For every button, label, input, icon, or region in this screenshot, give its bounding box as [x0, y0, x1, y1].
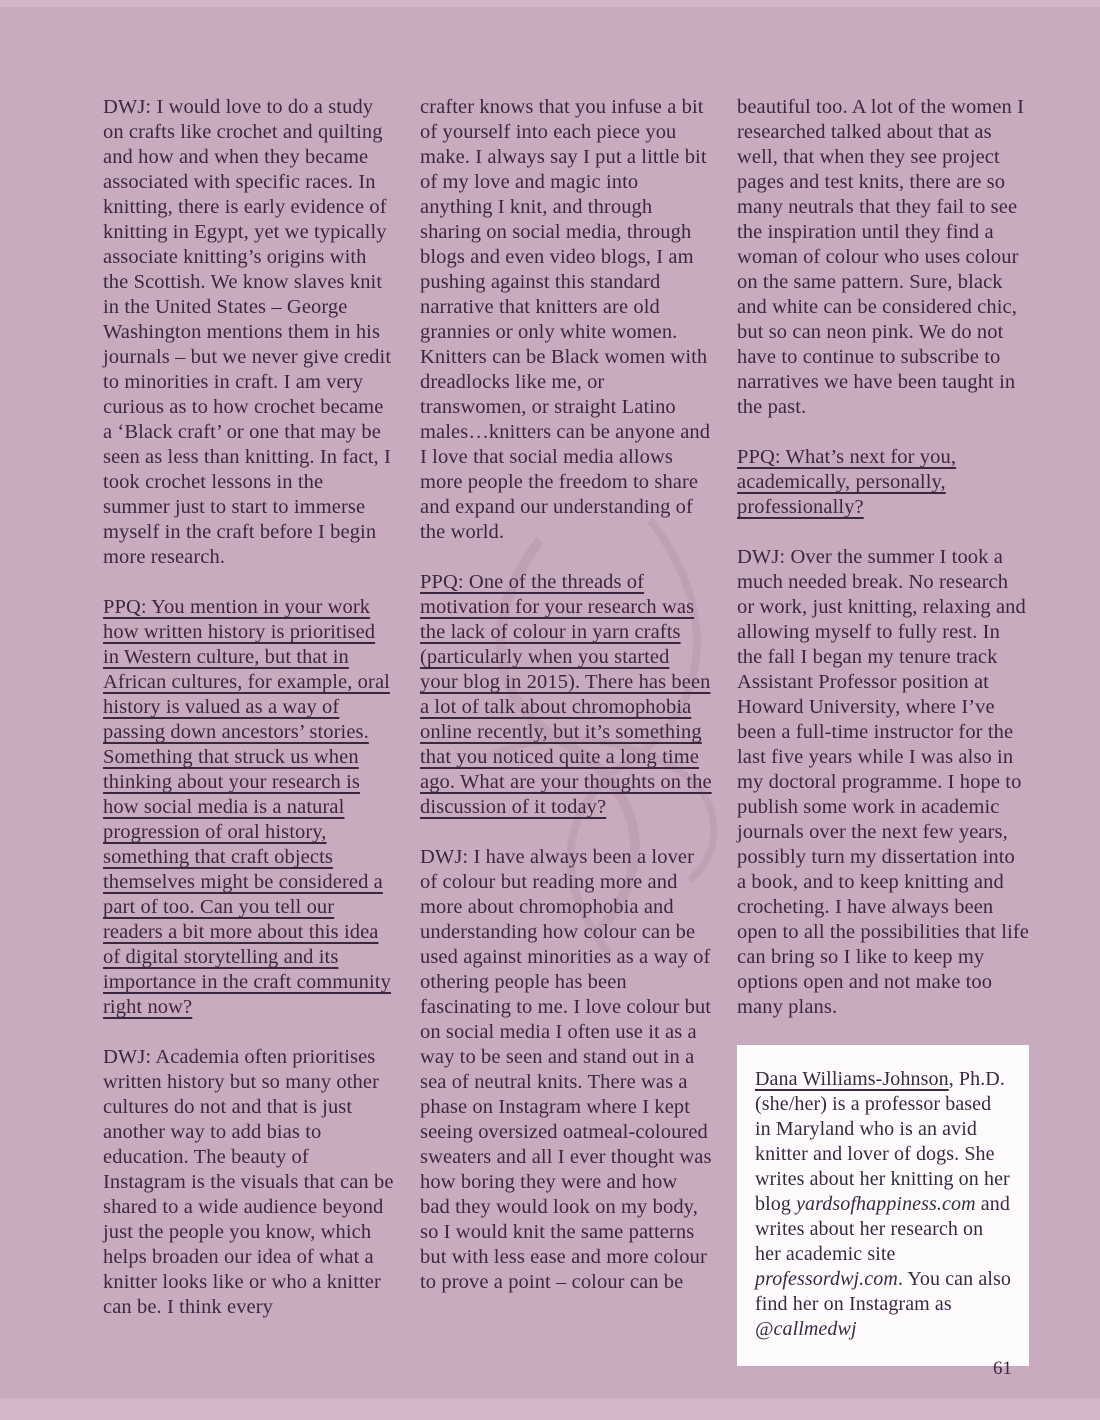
bio-segment-normal: and writes about her research on her academic site — [755, 1193, 1010, 1265]
interview-answer: DWJ: I have always been a lover of colour but reading more and more about chromophobia and understanding how colour can be used against minorities as a way of othering people has been fascinating to me. I love colour but on social media I often use it as a way to be seen and stand out in a sea of neutral knits. There was a phase on Instagram where I kept seeing oversized oatmeal-coloured sweaters and all I ever thought was how boring they were and how bad they would look on my body, so I would knit the same patterns but with less ease and more colour to prove a point – colour can be — [420, 846, 712, 1293]
article-columns — [103, 95, 1029, 1366]
bio-segment-italic: yardsofhappiness.com — [796, 1193, 976, 1215]
text-column-1 — [103, 95, 395, 1366]
author-bio-box — [737, 1045, 1029, 1366]
interview-question: PPQ: One of the threads of motivation for your research was the lack of colour in yarn crafts (particularly when you started your blog in 2015). There has been a lot of talk about chromophobia online recently, but it’s something that you noticed quite a long time ago. What are your thoughts on the discussion of it today? — [420, 571, 712, 818]
interview-question: PPQ: What’s next for you, academically, personally, professionally? — [737, 446, 957, 518]
bio-segment-italic: @callmedwj — [755, 1318, 857, 1340]
text-column-3 — [737, 95, 1029, 1366]
interview-answer: DWJ: Academia often prioritises written history but so many other cultures do not and that is just another way to add bias to education. The beauty of Instagram is the visuals that can be shared to a wide audience beyond just the people you know, which helps broaden our idea of what a knitter looks like or who a knitter can be. I think every — [103, 1046, 394, 1318]
interview-answer: DWJ: I would love to do a study on crafts like crochet and quilting and how and when they became associated with specific races. In knitting, there is early evidence of knitting in Egypt, yet we typically associate knitting’s origins with the Scottish. We know slaves knit in the United States – George Washington mentions them in his journals – but we never give credit to minorities in craft. I am very curious as to how crochet became a ‘Black craft’ or one that may be seen as less than knitting. In fact, I took crochet lessons in the summer just to start to immerse myself in the craft before I begin more research. — [103, 96, 392, 568]
text-column-2 — [420, 95, 712, 1366]
page-edge-bottom — [0, 1398, 1100, 1420]
bio-segment-underline: Dana Williams-Johnson — [755, 1068, 949, 1090]
interview-answer: beautiful too. A lot of the women I researched talked about that as well, that when they see project pages and test knits, there are so many neutrals that they fail to see the inspiration until they find a woman of colour who uses colour on the same pattern. Sure, black and white can be considered chic, but so can neon pink. We do not have to continue to subscribe to narratives we have been taught in the past. — [737, 96, 1025, 418]
bio-segment-normal: , Ph.D. (she/her) is a professor based in Maryland who is an avid knitter and lover of dogs. She writes about her knitting on her blog — [755, 1068, 1010, 1215]
bio-segment-italic: professordwj.com — [755, 1268, 898, 1290]
page-number: 61 — [993, 1358, 1012, 1379]
page-edge-top — [0, 0, 1100, 7]
interview-answer: crafter knows that you infuse a bit of yourself into each piece you make. I always say I put a little bit of my love and magic into anything I knit, and through sharing on social media, through blogs and even video blogs, I am pushing against this standard narrative that knitters are old grannies or only white women. Knitters can be Black women with dreadlocks like me, or transwomen, or straight Latino males…knitters can be anyone and I love that social media allows more people the freedom to share and expand our understanding of the world. — [420, 96, 711, 543]
interview-question: PPQ: You mention in your work how written history is prioritised in Western culture, but that in African cultures, for example, oral history is valued as a way of passing down ancestors’ stories. Something that struck us when thinking about your research is how social media is a natural progression of oral history, something that craft objects themselves might be considered a part of too. Can you tell our readers a bit more about this idea of digital storytelling and its importance in the craft community right now? — [103, 596, 391, 1018]
interview-answer: DWJ: Over the summer I took a much needed break. No research or work, just knitting, relaxing and allowing myself to fully rest. In the fall I began my tenure track Assistant Professor position at Howard University, where I’ve been a full-time instructor for the last five years while I was also in my doctoral programme. I hope to publish some work in academic journals over the next few years, possibly turn my dissertation into a book, and to keep knitting and crocheting. I have always been open to all the possibilities that life can bring so I like to keep my options open and not make too many plans. — [737, 546, 1029, 1018]
bio-segment-normal: . You can also find her on Instagram as — [755, 1268, 1011, 1315]
